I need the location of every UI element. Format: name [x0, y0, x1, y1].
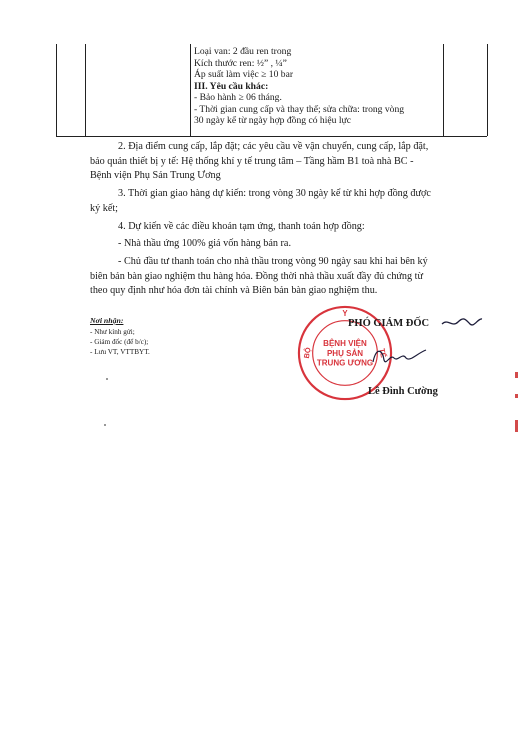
- table-col-spec: [190, 44, 444, 136]
- recipients-block: [90, 316, 150, 357]
- paragraph-2-line: Bệnh viện Phụ Sản Trung Ương: [90, 170, 221, 181]
- edge-mark: [515, 372, 518, 378]
- recipient-item: - Giám đốc (để b/c);: [90, 338, 149, 346]
- stamp-ring-left: BỘ: [301, 346, 313, 360]
- paragraph-4b-line: - Chủ đầu tư thanh toán cho nhà thầu trong vòng 90 ngày sau khi hai bên ký: [118, 256, 428, 267]
- paragraph-2-line: bảo quản thiết bị y tế: Hệ thống khí y tế trung tâm – Tầng hầm B1 toà nhà BC -: [90, 155, 414, 167]
- table-col-item: [85, 44, 191, 136]
- spec-line: Kích thước ren: ½” , ¼”: [194, 57, 287, 69]
- paragraph-2-line: 2. Địa điểm cung cấp, lắp đặt; các yêu cầu về vận chuyển, cung cấp, lắp đặt,: [118, 141, 429, 152]
- recipients-title: Nơi nhận:: [90, 316, 124, 325]
- spec-line: Loại van: 2 đầu ren trong: [194, 46, 292, 57]
- scan-speck: [106, 378, 108, 380]
- spec-line: 30 ngày kể từ ngày hợp đồng có hiệu lực: [194, 115, 351, 126]
- edge-mark: [515, 420, 518, 432]
- stamp-line: PHỤ SẢN: [326, 348, 364, 358]
- stamp-ring-right: TẾ: [377, 347, 389, 359]
- spec-section-title: III. Yêu cầu khác:: [194, 80, 269, 92]
- stamp-ring-top: Y: [342, 308, 348, 318]
- recipient-item: - Lưu VT, VTTBYT.: [90, 348, 150, 356]
- stamp-line: TRUNG ƯƠNG: [316, 358, 374, 368]
- table-col-note: [443, 44, 488, 136]
- stamp-line: BỆNH VIỆN: [323, 339, 367, 349]
- paragraph-4b-line: biên bản bàn giao nghiệm thu hàng hóa. Đồng thời nhà thầu xuất đầy đủ chứng từ: [90, 270, 424, 282]
- paragraph-4a: - Nhà thầu ứng 100% giá vốn hàng bán ra.: [118, 238, 292, 249]
- spec-line: Áp suất làm việc ≥ 10 bar: [194, 69, 294, 80]
- signer-role: PHÓ GIÁM ĐỐC: [348, 318, 430, 329]
- spec-table-fragment: [56, 44, 487, 137]
- signature-scribble: [370, 342, 428, 372]
- spec-line: - Thời gian cung cấp và thay thế; sửa chữa: trong vòng: [194, 103, 405, 115]
- spec-line: - Bảo hành ≥ 06 tháng.: [194, 92, 282, 103]
- spec-cell-text: [194, 46, 442, 127]
- edge-mark: [515, 394, 518, 398]
- signer-name: Lê Đình Cường: [368, 386, 438, 397]
- paragraph-3-line: ký kết;: [90, 202, 119, 214]
- table-col-index: [57, 44, 86, 136]
- scan-speck: [104, 424, 106, 426]
- initial-scribble: [440, 314, 484, 330]
- paragraph-4b-line: theo quy định như hóa đơn tài chính và Biên bản bàn giao nghiệm thu.: [90, 285, 378, 296]
- paragraph-3-line: 3. Thời gian giao hàng dự kiến: trong vòng 30 ngày kể từ khi hợp đồng được: [118, 188, 431, 199]
- paragraph-4-heading: 4. Dự kiến về các điều khoản tạm ứng, thanh toán hợp đồng:: [118, 221, 365, 232]
- recipient-item: - Như kính gửi;: [90, 328, 135, 336]
